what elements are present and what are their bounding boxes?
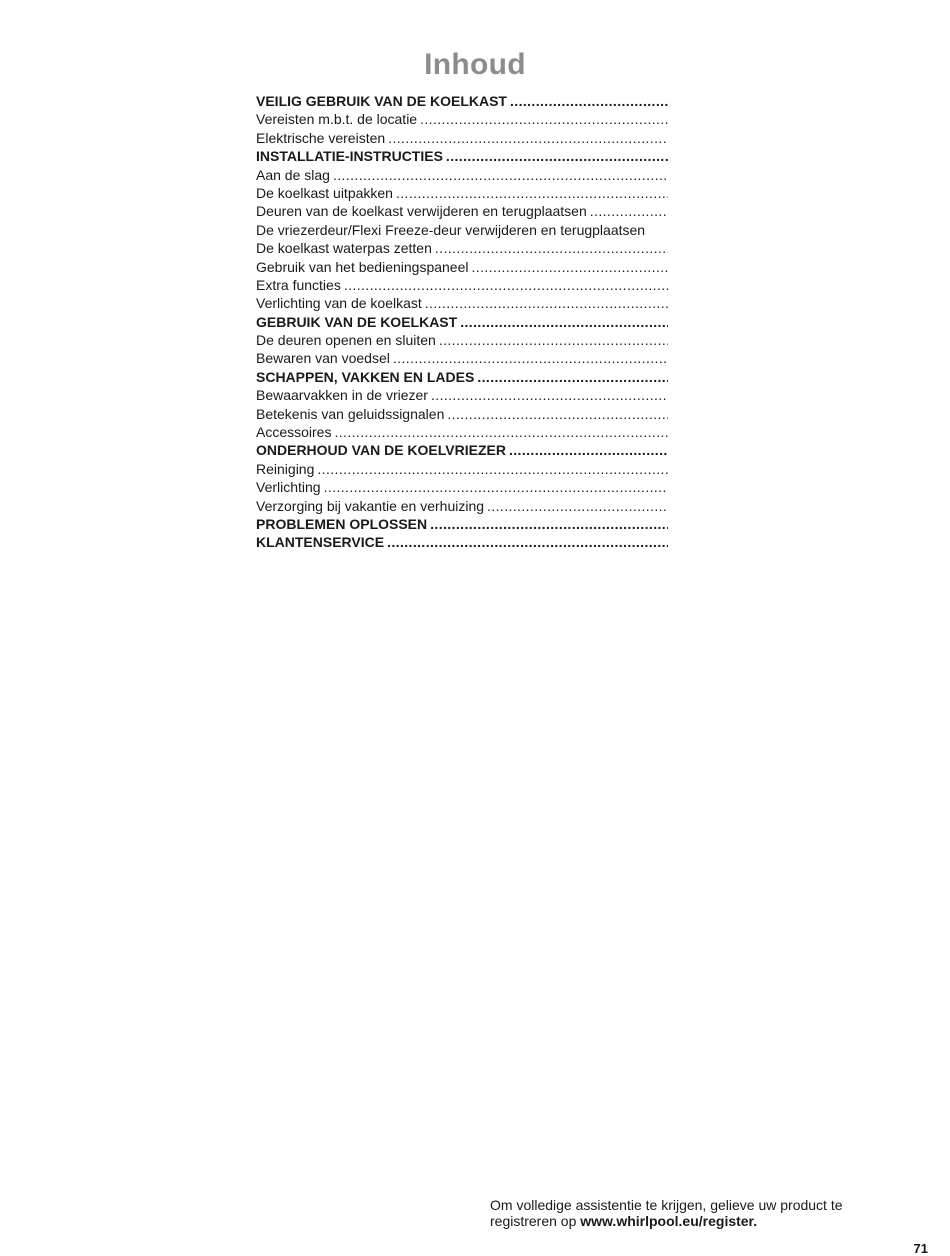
toc-entry-label: De vriezerdeur/Flexi Freeze-deur verwijderen en terugplaatsen xyxy=(256,221,646,238)
toc-leader-dots xyxy=(396,184,668,202)
toc-leader-dots xyxy=(324,478,668,496)
toc-item[interactable] xyxy=(256,129,668,147)
toc-entry-label: De koelkast uitpakken xyxy=(256,184,393,201)
toc-entry-label: GEBRUIK VAN DE KOELKAST xyxy=(256,313,458,330)
toc-leader-dots xyxy=(344,276,668,294)
toc-entry-label: ONDERHOUD VAN DE KOELVRIEZER xyxy=(256,442,506,459)
toc-entry-label: INSTALLATIE-INSTRUCTIES xyxy=(256,148,443,165)
registration-note-line2 xyxy=(490,1213,910,1229)
toc-entry-label: Deuren van de koelkast verwijderen en terugplaatsen xyxy=(256,203,587,220)
toc-entry-label: Bewaren van voedsel xyxy=(256,350,390,367)
toc-entry-label: De deuren openen en sluiten xyxy=(256,332,436,349)
toc-entry-label: Verlichting van de koelkast xyxy=(256,295,422,312)
toc-item[interactable] xyxy=(256,258,668,276)
toc-leader-dots xyxy=(509,441,668,459)
toc-item[interactable] xyxy=(256,294,668,312)
toc-leader-dots xyxy=(460,313,668,331)
toc-item[interactable] xyxy=(256,423,668,441)
toc-leader-dots xyxy=(420,110,668,128)
toc-entry-label: VEILIG GEBRUIK VAN DE KOELKAST xyxy=(256,93,507,109)
toc-item[interactable] xyxy=(256,386,668,404)
toc-item[interactable] xyxy=(256,276,668,294)
toc-leader-dots xyxy=(590,202,668,220)
toc-section-heading[interactable] xyxy=(256,368,668,386)
toc-entry-label: Gebruik van het bedieningspaneel xyxy=(256,258,469,275)
toc-entry-label: Accessoires xyxy=(256,424,332,441)
toc-leader-dots xyxy=(317,460,668,478)
toc-leader-dots xyxy=(447,405,668,423)
toc-entry-label: Extra functies xyxy=(256,276,341,293)
toc-section-heading[interactable] xyxy=(256,515,668,533)
toc-leader-dots xyxy=(435,239,668,257)
toc-section-heading[interactable] xyxy=(256,441,668,459)
toc-item[interactable] xyxy=(256,239,668,257)
toc-item[interactable] xyxy=(256,110,668,128)
toc-entry-label: Verzorging bij vakantie en verhuizing xyxy=(256,497,485,514)
toc-item[interactable] xyxy=(256,478,668,496)
toc-item[interactable] xyxy=(256,497,668,515)
toc-entry-label: De koelkast waterpas zetten xyxy=(256,240,432,257)
registration-note xyxy=(490,1197,910,1229)
toc-leader-dots xyxy=(333,166,668,184)
toc-section-heading[interactable] xyxy=(256,313,668,331)
toc-leader-dots xyxy=(439,331,668,349)
toc-leader-dots xyxy=(425,294,668,312)
toc-leader-dots xyxy=(388,129,668,147)
toc-leader-dots xyxy=(472,258,669,276)
toc-item[interactable] xyxy=(256,184,668,202)
toc-entry-label: Reiniging xyxy=(256,460,315,477)
toc-entry-label: Vereisten m.b.t. de locatie xyxy=(256,111,418,128)
toc-item[interactable] xyxy=(256,202,668,220)
toc-item[interactable] xyxy=(256,405,668,423)
toc-leader-dots xyxy=(446,147,668,165)
toc-entry-label: SCHAPPEN, VAKKEN EN LADES xyxy=(256,368,475,385)
toc-entry-label: KLANTENSERVICE xyxy=(256,534,385,551)
toc-item[interactable] xyxy=(256,460,668,478)
toc-section-heading[interactable] xyxy=(256,92,668,110)
toc-entry-label: Verlichting xyxy=(256,479,321,496)
page-title: Inhoud xyxy=(424,48,526,81)
registration-note-prefix: registreren op xyxy=(490,1213,581,1229)
toc-leader-dots xyxy=(431,386,668,404)
registration-note-line1: Om volledige assistentie te krijgen, gelieve uw product te xyxy=(490,1197,843,1213)
toc-leader-dots xyxy=(430,515,668,533)
toc-leader-dots xyxy=(477,368,668,386)
table-of-contents xyxy=(256,92,668,552)
toc-section-heading[interactable] xyxy=(256,147,668,165)
toc-entry-label: Aan de slag xyxy=(256,166,330,183)
toc-entry-label: Bewaarvakken in de vriezer xyxy=(256,387,428,404)
toc-leader-dots xyxy=(387,533,668,551)
toc-item[interactable] xyxy=(256,221,668,239)
toc-section-heading[interactable] xyxy=(256,533,668,551)
page-number: 71 xyxy=(913,1241,928,1256)
toc-item[interactable] xyxy=(256,349,668,367)
toc-leader-dots xyxy=(393,349,668,367)
toc-item[interactable] xyxy=(256,166,668,184)
toc-entry-label: PROBLEMEN OPLOSSEN xyxy=(256,515,428,532)
register-link[interactable]: www.whirlpool.eu/register. xyxy=(580,1213,758,1229)
toc-entry-label: Betekenis van geluidssignalen xyxy=(256,405,445,422)
toc-leader-dots xyxy=(510,92,668,110)
toc-entry-label: Elektrische vereisten xyxy=(256,129,386,146)
toc-leader-dots xyxy=(334,423,668,441)
toc-leader-dots xyxy=(487,497,668,515)
toc-item[interactable] xyxy=(256,331,668,349)
